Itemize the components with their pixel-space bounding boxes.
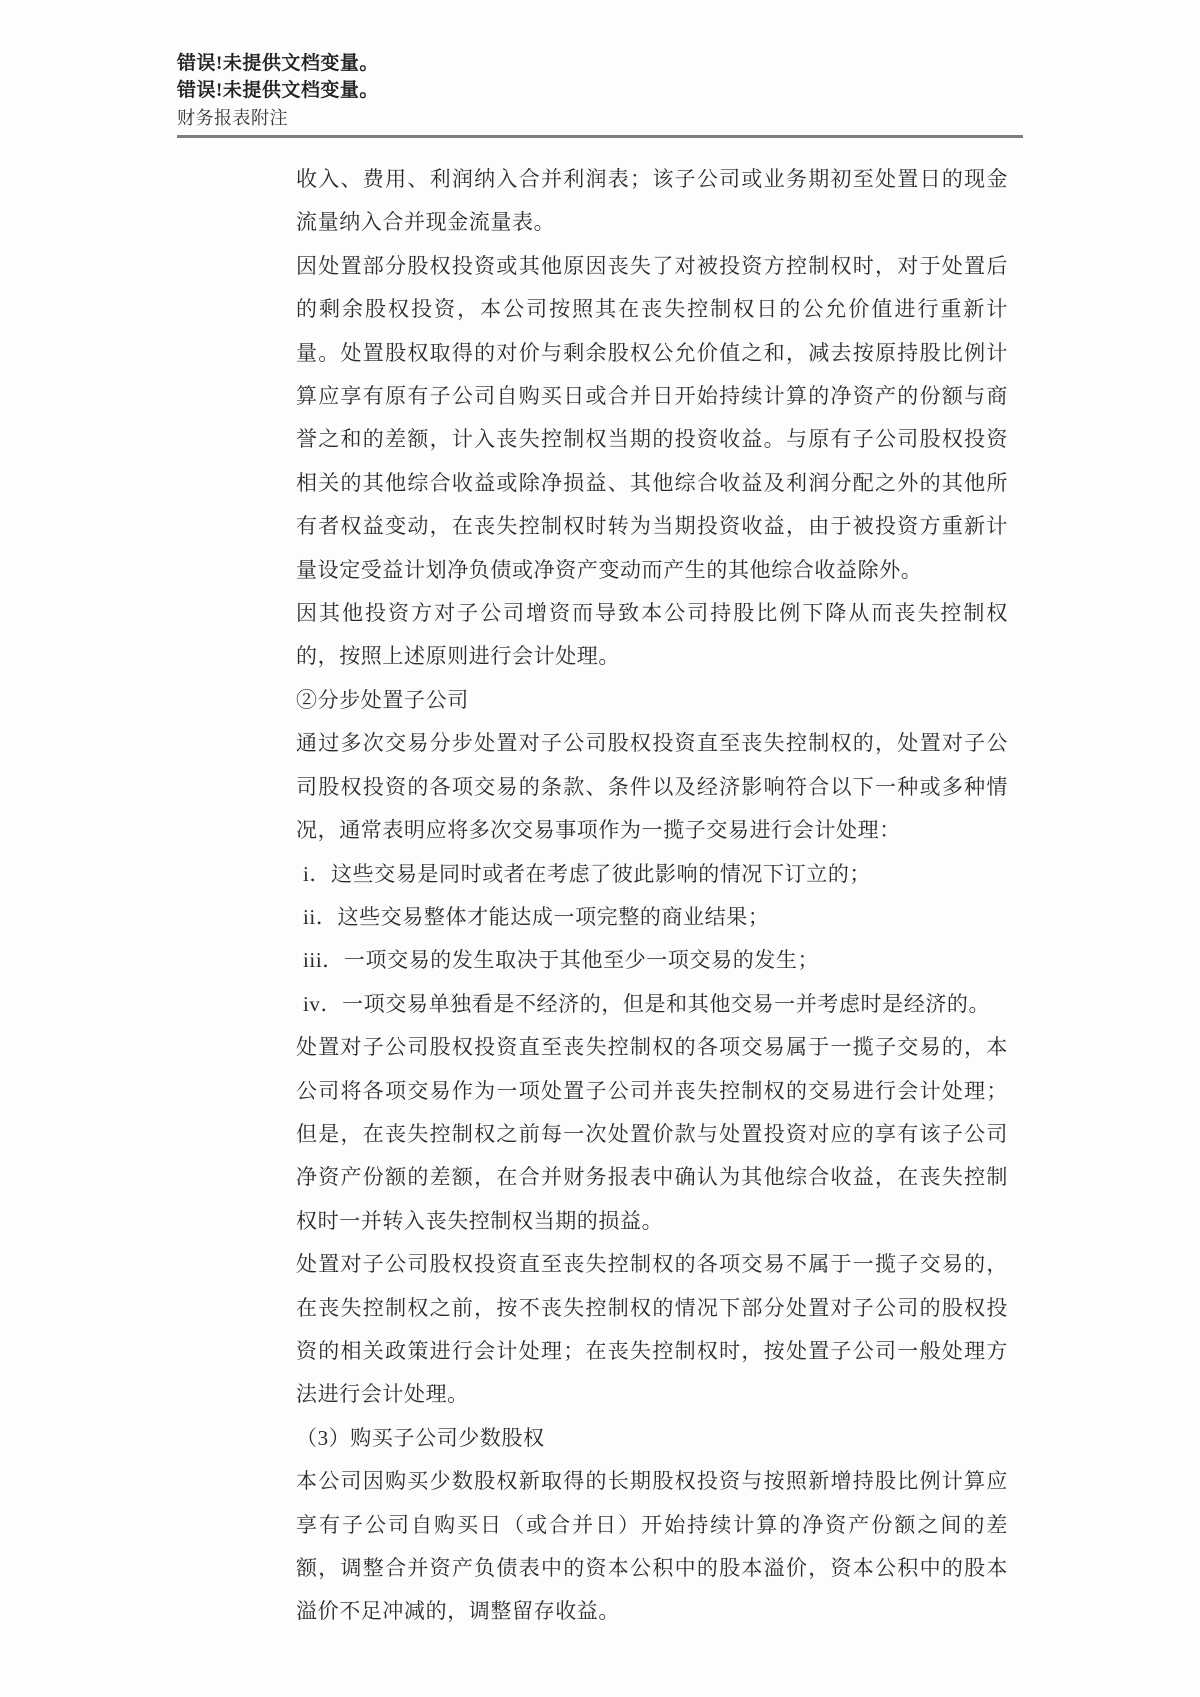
list-item: iii．一项交易的发生取决于其他至少一项交易的发生； [303, 948, 820, 973]
section-subheading: （3）购买子公司少数股权 [296, 1425, 545, 1450]
document-body [296, 158, 1008, 1634]
header-error-line-2: 错误!未提供文档变量。 [177, 80, 379, 101]
list-item: iv．一项交易单独看是不经济的，但是和其他交易一并考虑时是经济的。 [303, 991, 991, 1016]
paragraph: 处置对子公司股权投资直至丧失控制权的各项交易属于一揽子交易的，本公司将各项交易作为一项处置子公司并丧失控制权的交易进行会计处理；但是，在丧失控制权之前每一次处置价款与处置投资对应的享有该子公司净资产份额的差额，在合并财务报表中确认为其他综合收益，在丧失控制权时一并转入丧失控制权当期的损益。 [296, 1035, 1008, 1233]
page-header [177, 50, 1023, 138]
header-error-line-1: 错误!未提供文档变量。 [177, 53, 379, 74]
header-subtitle: 财务报表附注 [177, 108, 288, 128]
paragraph: 收入、费用、利润纳入合并利润表；该子公司或业务期初至处置日的现金流量纳入合并现金流量表。 [296, 167, 1008, 235]
paragraph: 因其他投资方对子公司增资而导致本公司持股比例下降从而丧失控制权的，按照上述原则进行会计处理。 [296, 601, 1008, 669]
paragraph: 处置对子公司股权投资直至丧失控制权的各项交易不属于一揽子交易的，在丧失控制权之前，按不丧失控制权的情况下部分处置对子公司的股权投资的相关政策进行会计处理；在丧失控制权时，按处置子公司一般处理方法进行会计处理。 [296, 1252, 1008, 1407]
list-item: ii．这些交易整体才能达成一项完整的商业结果； [303, 904, 770, 929]
paragraph: 通过多次交易分步处置对子公司股权投资直至丧失控制权的，处置对子公司股权投资的各项交易的条款、条件以及经济影响符合以下一种或多种情况，通常表明应将多次交易事项作为一揽子交易进行会计处理： [296, 731, 1008, 843]
paragraph: 本公司因购买少数股权新取得的长期股权投资与按照新增持股比例计算应享有子公司自购买日（或合并日）开始持续计算的净资产份额之间的差额，调整合并资产负债表中的资本公积中的股本溢价，资本公积中的股本溢价不足冲减的，调整留存收益。 [296, 1469, 1008, 1624]
list-item: i．这些交易是同时或者在考虑了彼此影响的情况下订立的； [303, 861, 872, 886]
paragraph: 因处置部分股权投资或其他原因丧失了对被投资方控制权时，对于处置后的剩余股权投资，本公司按照其在丧失控制权日的公允价值进行重新计量。处置股权取得的对价与剩余股权公允价值之和，减去按原持股比例计算应享有原有子公司自购买日或合并日开始持续计算的净资产的份额与商誉之和的差额，计入丧失控制权当期的投资收益。与原有子公司股权投资相关的其他综合收益或除净损益、其他综合收益及利润分配之外的其他所有者权益变动，在丧失控制权时转为当期投资收益，由于被投资方重新计量设定受益计划净负债或净资产变动而产生的其他综合收益除外。 [296, 253, 1008, 582]
header-divider [177, 135, 1023, 138]
section-subheading: ②分步处置子公司 [296, 687, 469, 712]
